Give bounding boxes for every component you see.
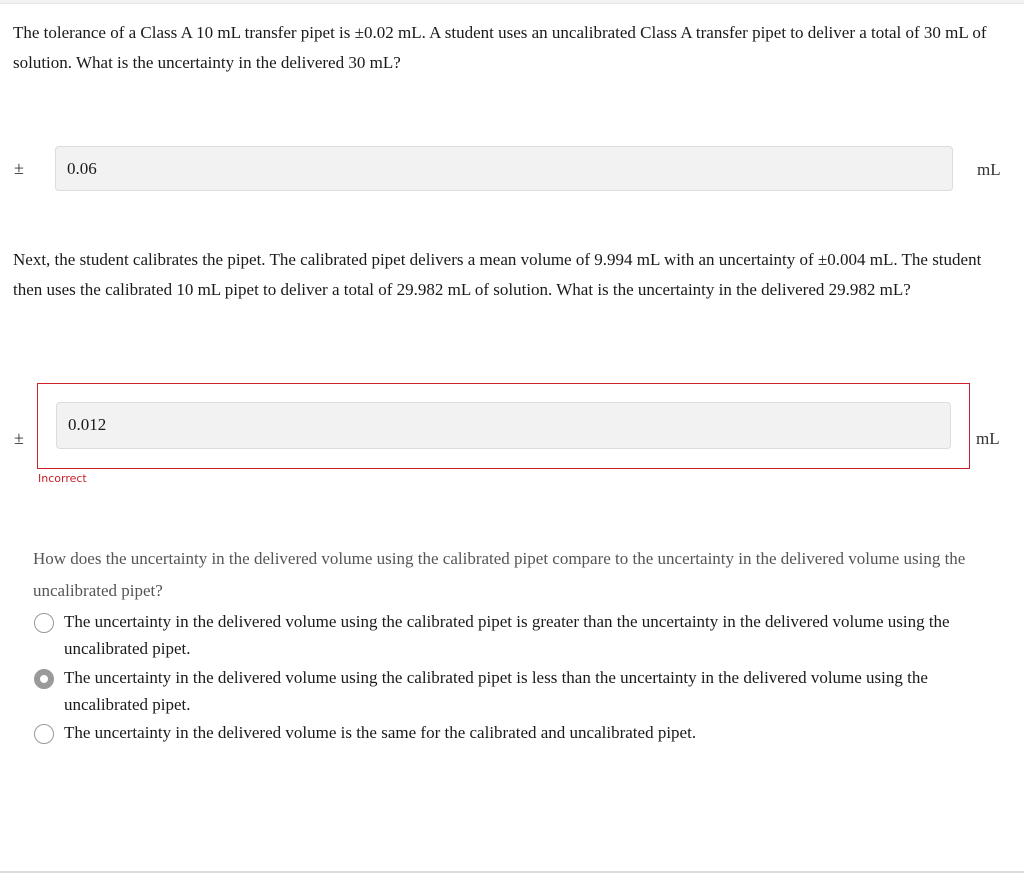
question-3-text: How does the uncertainty in the delivered volume using the calibrated pipet compare to the uncertainty in the delivered volume using the uncalibrated pipet? <box>33 549 966 600</box>
answer-input-2-value: 0.012 <box>68 415 107 434</box>
question-1-text: The tolerance of a Class A 10 mL transfer pipet is ±0.02 mL. A student uses an uncalibrated Class A transfer pipet to deliver a total of 30 mL of solution. What is the uncertainty in the delivered 30 mL? <box>13 23 987 72</box>
plus-minus-symbol: ± <box>14 428 24 448</box>
option-same[interactable] <box>34 722 994 746</box>
unit-label: mL <box>976 429 1000 448</box>
top-divider <box>0 0 1024 4</box>
answer-input-1-value: 0.06 <box>67 159 97 178</box>
answer-input-1[interactable] <box>55 146 953 191</box>
unit-label: mL <box>977 160 1001 179</box>
option-label: The uncertainty in the delivered volume using the calibrated pipet is greater than the uncertainty in the delivered volume using the uncalibrated pipet. <box>64 612 950 658</box>
radio-button[interactable] <box>34 613 54 633</box>
radio-button[interactable] <box>34 724 54 744</box>
question-2-text: Next, the student calibrates the pipet. The calibrated pipet delivers a mean volume of 9.994 mL with an uncertainty of ±0.004 mL. The student then uses the calibrated 10 mL pipet to deliver a total of 29.982 mL of solution. What is the uncertainty in the delivered 29.982 mL? <box>13 250 982 299</box>
plus-minus-symbol: ± <box>14 158 24 178</box>
option-greater[interactable] <box>34 611 994 662</box>
option-label: The uncertainty in the delivered volume is the same for the calibrated and uncalibrated pipet. <box>64 723 697 742</box>
radio-button-selected[interactable] <box>34 669 54 689</box>
option-label: The uncertainty in the delivered volume using the calibrated pipet is less than the uncertainty in the delivered volume using the uncalibrated pipet. <box>64 668 928 714</box>
status-incorrect-label: Incorrect <box>38 472 87 485</box>
option-less[interactable] <box>34 667 994 718</box>
answer-input-2[interactable] <box>56 402 951 449</box>
